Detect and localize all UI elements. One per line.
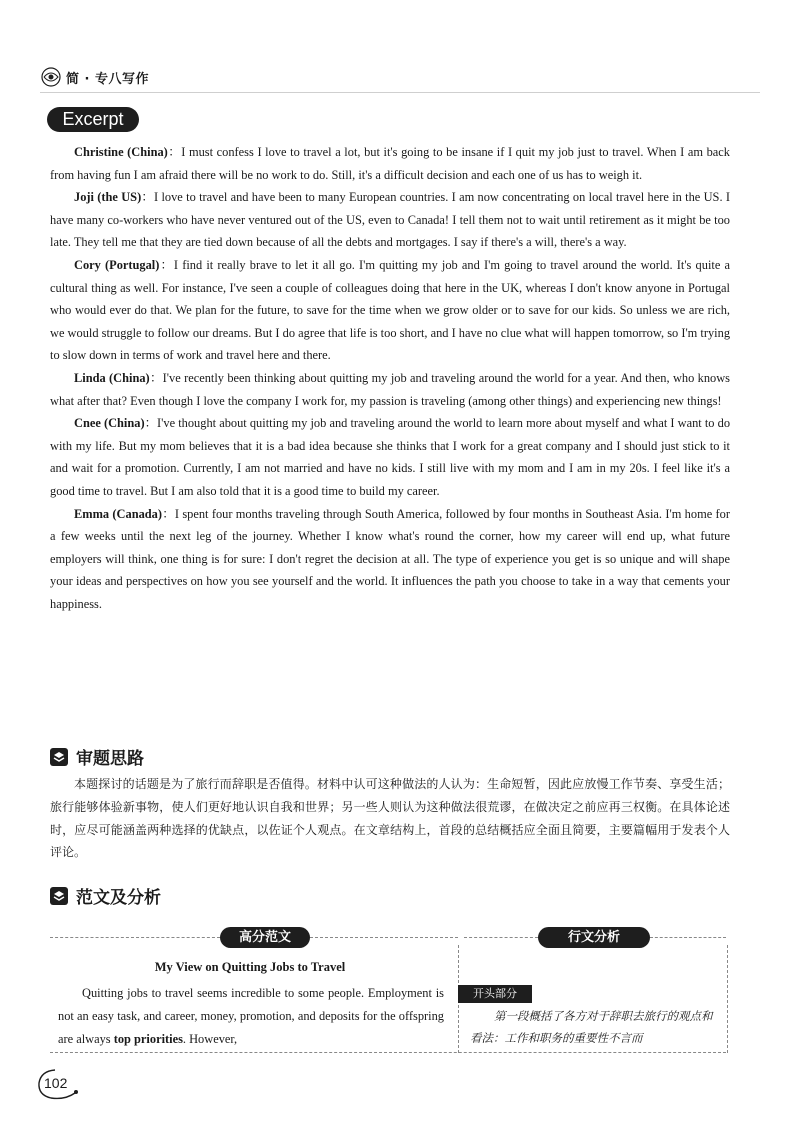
excerpt-text: I love to travel and have been to many European countries. I am now concentrating on local travel here in the US. I have many co-workers who have never ventured out of the US, even to Canada! I tell them not to wait until retirement as it might be too late. They tell me that they are tied down because of all the debts and mortgages. I say if there's a will, there's a way. [50, 190, 730, 250]
header-rule [40, 92, 760, 93]
speaker-name: Emma (Canada) [74, 506, 163, 521]
swirl-logo-icon [40, 66, 62, 88]
section-heading-sample [50, 883, 161, 908]
page-number [35, 1067, 81, 1101]
speaker-name: Cory (Portugal) [74, 257, 160, 272]
section-marker-icon [50, 887, 68, 905]
essay-paragraph: Quitting jobs to travel seems incredible to some people. Employment is not an easy task, and career, money, promotion, and deposits for the offspring are always top priorities. However, [58, 986, 444, 1046]
excerpt-paragraph: Christine (China)：I must confess I love to travel a lot, but it's going to be insane if I quit my job just to travel. When I am back from having fun I am afraid there will be no work to do. Still, it's a difficult decision and each one of us has to weigh it. [50, 145, 730, 182]
speaker-name: Cnee (China) [74, 416, 145, 431]
analysis-note: 第一段概括了各方对于辞职去旅行的观点和看法：工作和职务的重要性不言而 [470, 1009, 713, 1045]
running-title: 简 · 专八写作 [66, 71, 149, 87]
page-number-text: 102 [44, 1075, 68, 1091]
speaker-name: Joji (the US) [74, 190, 142, 205]
frame-dash-left [50, 937, 220, 938]
section-title: 范文及分析 [76, 888, 161, 908]
section-heading-analysis [50, 744, 144, 769]
excerpt-text: I find it really brave to let it all go. I'm quitting my job and I'm going to travel around the world. It's quite a cultural thing as well. For instance, I've seen a couple of colleagues doing that here in the UK, whereas I don't know anyone in Portugal who would ever do that. We plan for the future, to save for the time when we grow older or to save for our kids. So unless we are rich, we would struggle to follow our dreams. But I do agree that life is too short, and I have no clue what will happen tomorrow, so I'm trying to slow down in terms of work and travel here and there. [50, 257, 731, 363]
excerpt-tag: Excerpt [47, 107, 139, 132]
excerpt-body [50, 141, 730, 615]
frame-dash-mid [310, 937, 458, 938]
excerpt-paragraph: Cory (Portugal)：I find it really brave to let it all go. I'm quitting my job and I'm going to travel around the world. It's quite a cultural thing as well. For instance, I've seen a couple of colleagues doing that here in the UK, whereas I don't know anyone in Portugal who would ever do that. We plan for the future, to save for the time when we grow older or to save for our kids. So unless we are rich, we would struggle to follow our dreams. But I do agree that life is too short, and I have no clue what will happen tomorrow, so I'm trying to slow down in terms of work and travel here and there. [50, 257, 731, 363]
opening-part-tag: 开头部分 [458, 985, 532, 1003]
section-marker-icon [50, 748, 68, 766]
essay-title: My View on Quitting Jobs to Travel [154, 960, 346, 974]
excerpt-paragraph: Emma (Canada)：I spent four months traveling through South America, followed by four months in Southeast Asia. I'm home for a few weeks until the next leg of the journey. Whether I know what's round the corner, how my career will end up, what future employers will think, one thing is for sure: I don't regret the decision at all. The type of experience you get is so unique and will shape your ideas and perspectives on how you see yourself and the world. It influences the path you choose to take in a way that cements your happiness. [50, 506, 730, 611]
frame-dash-mid2 [464, 937, 538, 938]
essay-body [58, 982, 444, 1051]
analysis-paragraph: 本题探讨的话题是为了旅行而辞职是否值得。材料中认可这种做法的人认为：生命短暂，因此应放慢工作节奏、享受生活；旅行能够体验新事物，使人们更好地认识自我和世界；另一些人则认为这种做法很荒谬，在做决定之前应再三权衡。在具体论述时，应尽可能涵盖两种选择的优缺点，以佐证个人观点。在文章结构上，首段的总结概括应全面且简要，主要篇幅用于发表个人评论。 [50, 777, 730, 860]
analysis-tag: 行文分析 [538, 927, 650, 948]
speaker-name: Linda (China) [74, 370, 150, 385]
essay-key-phrase: top priorities [113, 1032, 183, 1046]
excerpt-paragraph: Linda (China)：I've recently been thinking about quitting my job and traveling around the world for a year. And then, who knows what after that? Even though I love the company I work for, my passion is traveling (among other things) and experiencing new things! [50, 370, 731, 408]
running-header [40, 62, 149, 92]
frame-dash-right [650, 937, 726, 938]
excerpt-text: I've thought about quitting my job and traveling around the world to learn more about myself and what I want to do with my life. But my mom believes that it is a bad idea because she thinks that I work for a great company and I should just stick to it and wait for a promotion. Currently, I am not married and have no kids. I still live with my mom and I am in my 20s. I feel like it's a good time to travel. But I am also told that it is a good time to build my career. [50, 416, 731, 498]
excerpt-paragraph: Cnee (China)：I've thought about quitting my job and traveling around the world to learn more about myself and what I want to do with my life. But my mom believes that it is a bad idea because she thinks that I work for a great company and I should just stick to it and wait for a promotion. Currently, I am not married and have no kids. I still live with my mom and I am in my 20s. I feel like it's a good time to travel. But I am also told that it is a good time to build my career. [50, 416, 731, 498]
sample-essay-tag: 高分范文 [220, 927, 310, 948]
section-title: 审题思路 [76, 749, 144, 769]
speaker-name: Christine (China) [74, 145, 168, 159]
frame-dash-bottom [50, 1052, 726, 1053]
excerpt-text: I spent four months traveling through South America, followed by four months in Southeast Asia. I'm home for a few weeks until the next leg of the journey. Whether I know what's round the corner, how my career will end up, what future employers will think, one thing is for sure: I don't regret the decision at all. The type of experience you get is so unique and will shape your ideas and perspectives on how you see yourself and the world. It influences the path you choose to take in a way that cements your happiness. [50, 506, 730, 611]
excerpt-text: I must confess I love to travel a lot, but it's going to be insane if I quit my job just to travel. When I am back from having fun I am afraid there will be no work to do. Still, it's a difficult decision and each one of us has to weigh it. [50, 145, 730, 182]
excerpt-text: I've recently been thinking about quitting my job and traveling around the world for a year. And then, who knows what after that? Even though I love the company I work for, my passion is traveling (among other things) and experiencing new things! [50, 370, 731, 408]
excerpt-paragraph: Joji (the US)：I love to travel and have been to many European countries. I am now concentrating on local travel here in the US. I have many co-workers who have never ventured out of the US, even to Canada! I tell them not to wait until retirement as it might be too late. They tell me that they are tied down because of all the debts and mortgages. I say if there's a will, there's a way. [50, 190, 730, 250]
